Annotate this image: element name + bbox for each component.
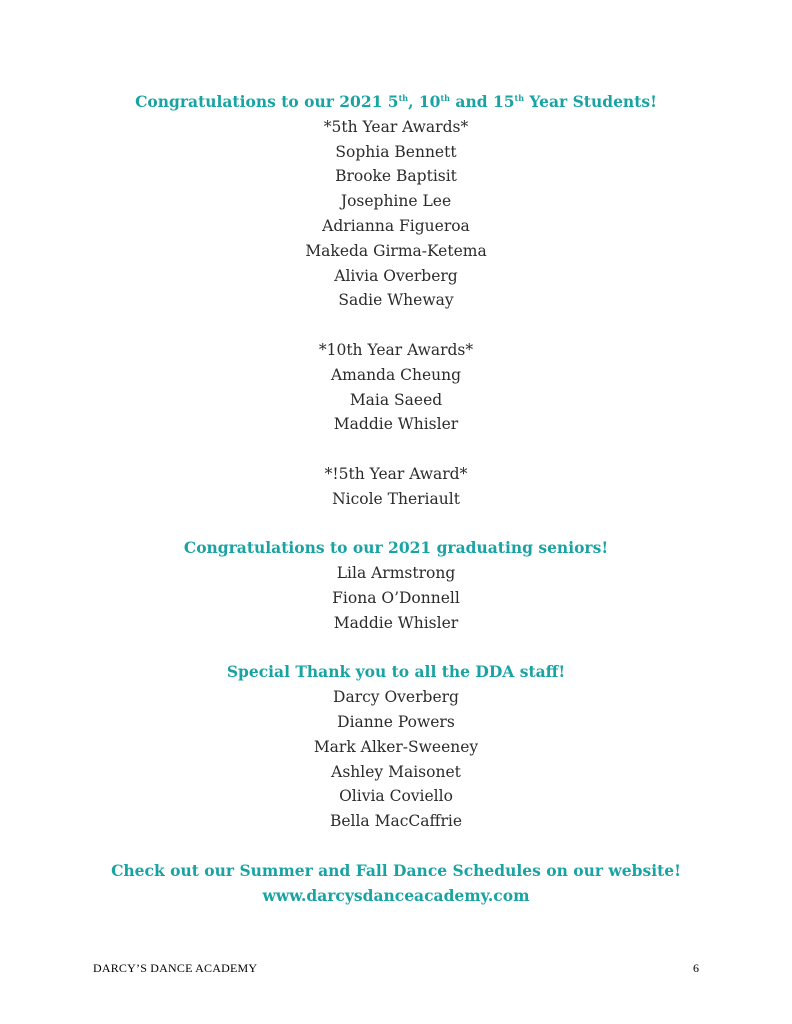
list-item: Brooke Baptisit	[335, 167, 457, 186]
list-item: Josephine Lee	[340, 192, 452, 211]
list-item: Mark Alker-Sweeney	[313, 737, 479, 756]
staff-heading: Special Thank you to all the DDA staff!	[226, 662, 566, 682]
students-heading: Congratulations to our 2021 5th, 10th and 15th Year Students!	[135, 92, 657, 111]
spacer	[0, 512, 792, 537]
tenth-year-label: *10th Year Awards*	[318, 340, 474, 359]
page-footer	[93, 961, 699, 979]
list-item: Maddie Whisler	[333, 415, 459, 434]
website-link[interactable]: www.darcysdanceacademy.com	[262, 885, 530, 905]
list-item: Maia Saeed	[349, 390, 443, 409]
fifth-year-label: *5th Year Awards*	[323, 117, 469, 136]
list-item: Nicole Theriault	[332, 489, 460, 508]
list-item: Fiona O’Donnell	[332, 588, 460, 607]
list-item: Amanda Cheung	[330, 365, 462, 384]
list-item: Darcy Overberg	[333, 688, 459, 707]
list-item: Adrianna Figueroa	[322, 216, 470, 235]
spacer	[0, 636, 792, 661]
seniors-heading: Congratulations to our 2021 graduating seniors!	[183, 538, 609, 558]
schedules-heading: Check out our Summer and Fall Dance Schedules on our website!	[111, 860, 681, 880]
spacer	[0, 834, 792, 859]
page-number: 6	[693, 961, 699, 975]
list-item: Alivia Overberg	[334, 266, 458, 285]
list-item: Lila Armstrong	[336, 564, 456, 583]
list-item: Makeda Girma-Ketema	[305, 241, 487, 260]
list-item: Dianne Powers	[337, 712, 455, 731]
fifteenth-year-label: *!5th Year Award*	[324, 464, 468, 483]
list-item: Bella MacCaffrie	[329, 812, 463, 831]
spacer	[0, 313, 792, 338]
list-item: Ashley Maisonet	[331, 762, 461, 781]
footer-academy-name: DARCY’S DANCE ACADEMY	[93, 961, 258, 975]
spacer	[0, 437, 792, 462]
list-item: Olivia Coviello	[339, 787, 453, 806]
page-content	[0, 90, 792, 908]
list-item: Maddie Whisler	[333, 613, 459, 632]
list-item: Sophia Bennett	[335, 142, 457, 161]
list-item: Sadie Wheway	[338, 291, 454, 310]
